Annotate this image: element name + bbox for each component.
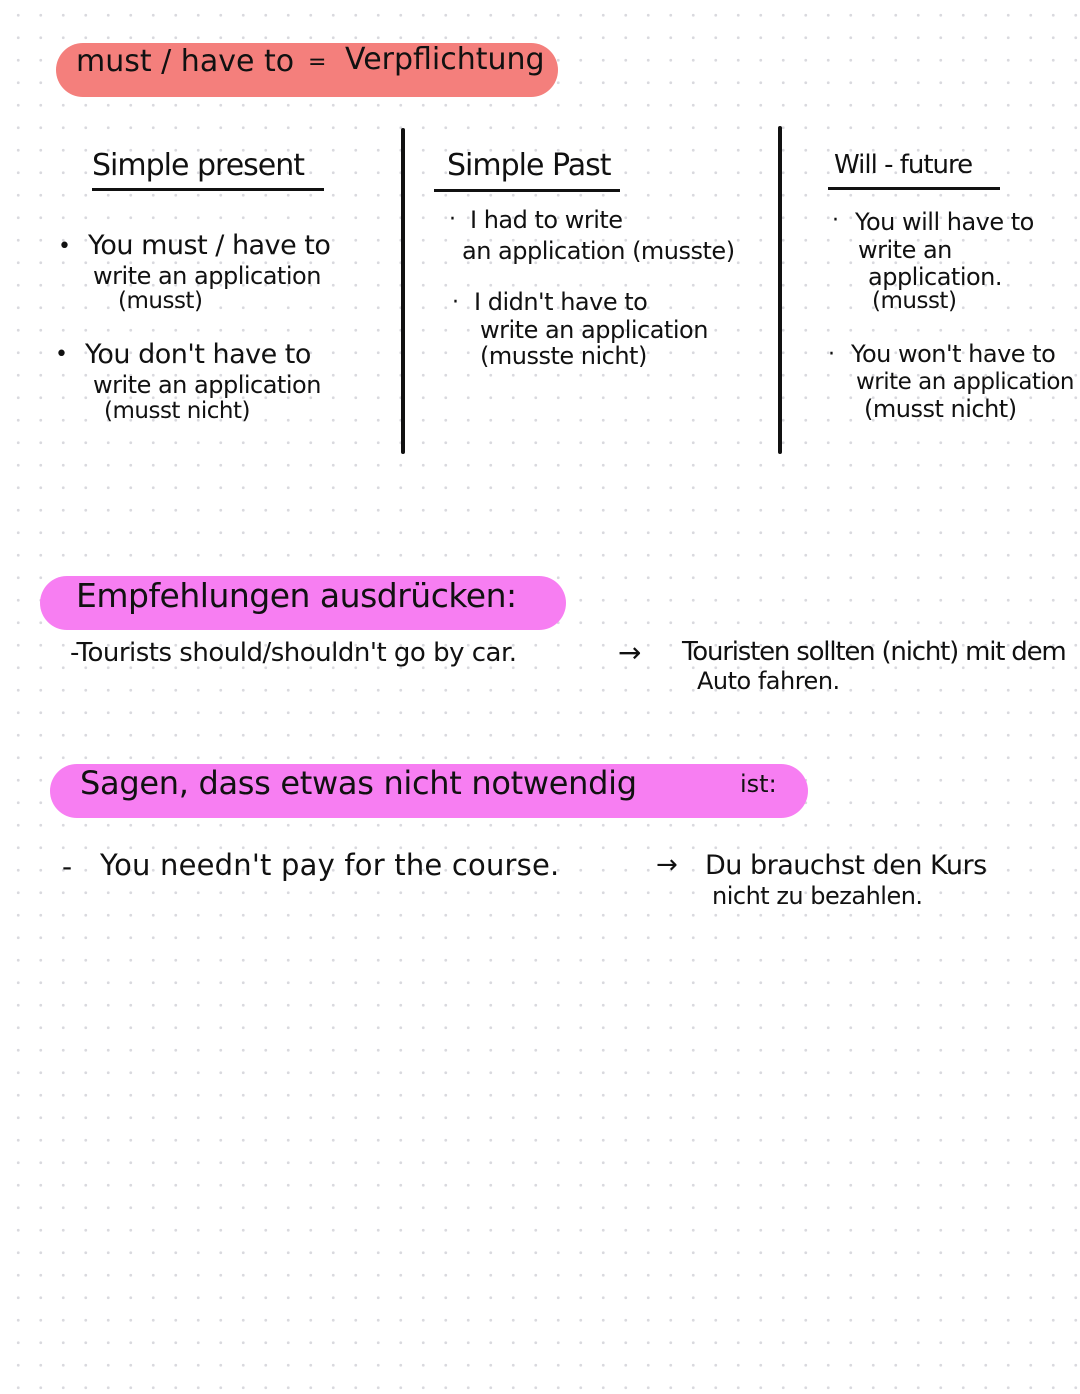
- bullet: •: [55, 342, 68, 367]
- recommend-example-en: -Tourists should/shouldn't go by car.: [70, 638, 517, 668]
- list-item-line: (musst): [872, 288, 957, 314]
- list-item-line: (musst): [118, 288, 203, 314]
- recommend-example-de: Auto fahren.: [697, 667, 840, 695]
- arrow-icon: →: [618, 636, 641, 669]
- recommend-heading: Empfehlungen ausdrücken:: [76, 576, 517, 615]
- necessary-heading: Sagen, dass etwas nicht notwendig: [80, 764, 637, 802]
- list-item-line: You must / have to: [88, 230, 331, 261]
- necessary-example-de: Du brauchst den Kurs: [705, 850, 987, 881]
- necessary-heading-end: ist:: [740, 770, 777, 798]
- column-underline: [434, 189, 620, 192]
- bullet: ·: [449, 207, 456, 232]
- bullet: ·: [828, 342, 835, 367]
- title-right: Verpflichtung: [345, 42, 545, 77]
- divider-right: [778, 126, 782, 454]
- column-heading-simple-past: Simple Past: [447, 148, 611, 183]
- title-equals: =: [308, 50, 327, 75]
- arrow-icon: →: [656, 850, 678, 880]
- list-item-line: You will have to: [855, 208, 1034, 236]
- necessary-example-en: You needn't pay for the course.: [100, 848, 560, 882]
- bullet: ·: [832, 208, 839, 233]
- column-heading-will-future: Will - future: [834, 150, 973, 180]
- column-underline: [92, 188, 324, 191]
- list-item-line: application.: [868, 263, 1003, 291]
- dash: -: [62, 850, 72, 883]
- list-item-line: an application (musste): [462, 237, 735, 265]
- list-item-line: write an application: [93, 371, 321, 399]
- list-item-line: write an application: [856, 369, 1074, 395]
- recommend-example-de: Touristen sollten (nicht) mit dem: [682, 637, 1066, 667]
- list-item-line: You don't have to: [85, 339, 311, 370]
- list-item-line: I didn't have to: [474, 288, 648, 316]
- column-heading-simple-present: Simple present: [92, 148, 305, 183]
- list-item-line: (musste nicht): [480, 342, 647, 370]
- list-item-line: write an application: [480, 316, 708, 344]
- bullet: ·: [452, 290, 459, 315]
- divider-left: [401, 128, 405, 454]
- list-item-line: I had to write: [470, 206, 623, 234]
- list-item-line: (musst nicht): [104, 398, 250, 424]
- bullet: •: [58, 234, 71, 259]
- title-left: must / have to: [76, 44, 295, 79]
- column-underline: [828, 187, 1000, 190]
- list-item-line: (musst nicht): [864, 395, 1017, 423]
- list-item-line: You won't have to: [851, 340, 1056, 368]
- list-item-line: write an application: [93, 262, 321, 290]
- list-item-line: write an: [858, 236, 952, 264]
- necessary-example-de: nicht zu bezahlen.: [712, 882, 923, 910]
